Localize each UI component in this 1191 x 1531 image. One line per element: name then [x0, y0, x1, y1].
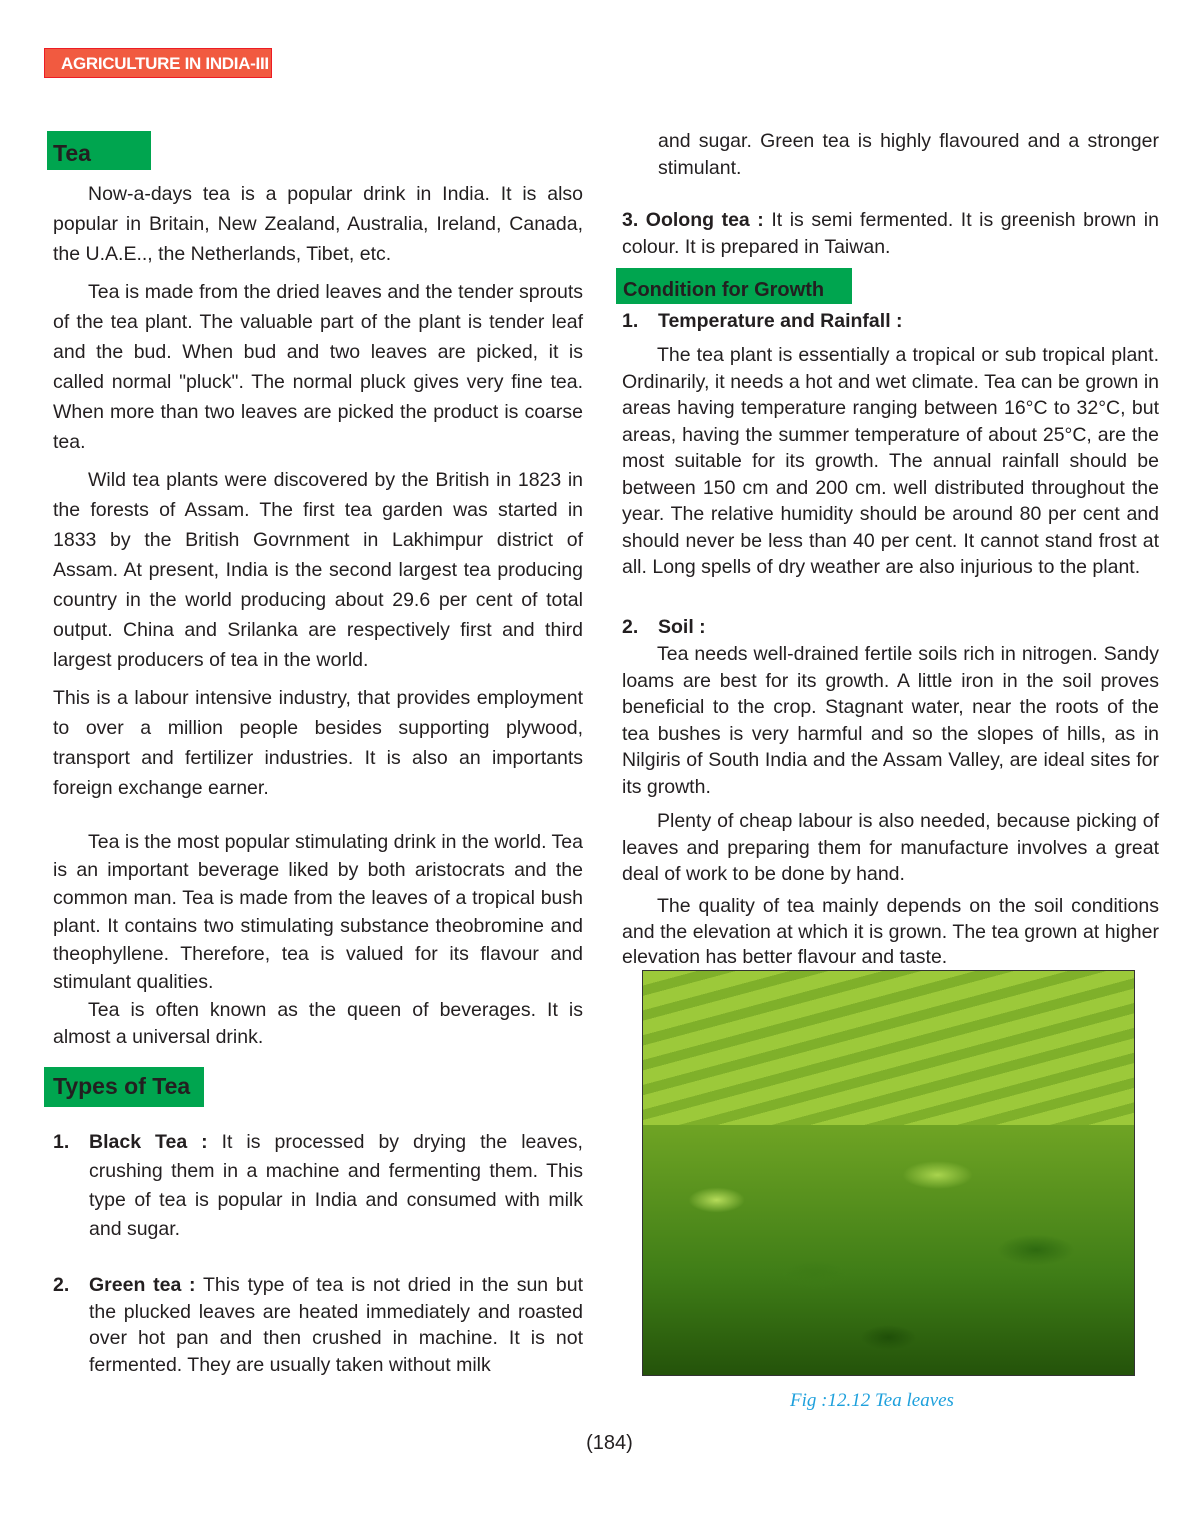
- subheading-temperature: [622, 308, 1159, 335]
- paragraph: and sugar. Green tea is highly flavoured and a stronger stimulant.: [658, 130, 1159, 179]
- paragraph: The tea plant is essentially a tropical or sub tropical plant. Ordinarily, it needs a hot and wet climate. Tea can be grown in areas having temperature ranging between 16°C to 32°C, but areas, having the summer temperature of about 25°C, are the most suitable for its growth. The annual rainfall should be between 150 cm and 200 cm. well distributed throughout the year. The relative humidity should be around 80 per cent and should never be less than 40 per cent. It cannot stand frost at all. Long spells of dry weather are also injurious to the plant.: [622, 344, 1159, 578]
- paragraph: Tea is the most popular stimulating drink in the world. Tea is an important beverage liked by both aristocrats and the common man. Tea is made from the leaves of a tropical bush plant. It contains two stimulating substance theobromine and theophyllene. Therefore, tea is valued for its flavour and stimulant qualities.: [53, 831, 583, 993]
- definition: It is semi fermented. It is greenish brown in colour. It is prepared in Taiwan.: [622, 209, 1159, 258]
- list-item-green-tea: [53, 1272, 583, 1378]
- page-number: (184): [586, 1432, 633, 1454]
- condition-for-growth-heading: Condition for Growth: [616, 268, 852, 304]
- paragraph-oolong: [622, 207, 1159, 260]
- paragraph: Now-a-days tea is a popular drink in India. It is also popular in Britain, New Zealand, Australia, Ireland, Canada, the U.A.E.., the Netherlands, Tibet, etc.: [53, 183, 583, 265]
- figure-caption: Fig :12.12 Tea leaves: [790, 1390, 954, 1411]
- list-item-black-tea: [53, 1128, 583, 1244]
- paragraph: This is a labour intensive industry, that provides employment to over a million people besides supporting plywood, transport and fertilizer industries. It is also an importants foreign exchange earner.: [53, 687, 583, 799]
- paragraph: Tea needs well-drained fertile soils rich in nitrogen. Sandy loams are best for its growth. A little iron in the soil proves beneficial to the crop. Stagnant water, near the roots of the tea bushes is very harmful and so the slopes of hills, as in Nilgiris of South India and the Assam Valley, are ideal sites for its growth.: [622, 643, 1159, 798]
- term: 3. Oolong tea :: [622, 209, 764, 231]
- types-of-tea-heading: Types of Tea: [44, 1067, 204, 1107]
- paragraph: Wild tea plants were discovered by the British in 1823 in the forests of Assam. The first tea garden was started in 1833 by the British Govrnment in Lakhimpur district of Assam. At present, India is the second largest tea producing country in the world producing about 29.6 per cent of total output. China and Srilanka are respectively first and third largest producers of tea in the world.: [53, 469, 583, 671]
- list-number: 1.: [53, 1131, 70, 1153]
- paragraph: Tea is made from the dried leaves and the tender sprouts of the tea plant. The valuable part of the plant is tender leaf and the bud. When bud and two leaves are picked, it is called normal "pluck". The normal pluck gives very fine tea. When more than two leaves are picked the product is coarse tea.: [53, 281, 583, 453]
- tea-heading: Tea: [47, 131, 151, 170]
- tea-leaves-photo: [642, 970, 1135, 1376]
- definition: It is processed by drying the leaves, crushing them in a machine and fermenting them. This type of tea is popular in India and consumed with milk and sugar.: [89, 1131, 583, 1240]
- paragraph: The quality of tea mainly depends on the soil conditions and the elevation at which it is grown. The tea grown at higher elevation has better flavour and taste.: [622, 895, 1159, 968]
- subheading-soil: [622, 614, 1159, 641]
- subheading-title: Soil :: [658, 616, 706, 638]
- term: Black Tea :: [89, 1131, 208, 1153]
- list-number: 2.: [53, 1274, 70, 1296]
- paragraph: Tea is often known as the queen of beverages. It is almost a universal drink.: [53, 999, 583, 1048]
- chapter-label: AGRICULTURE IN INDIA-III: [44, 48, 272, 78]
- term: Green tea :: [89, 1274, 196, 1296]
- definition: This type of tea is not dried in the sun but the plucked leaves are heated immediately and roasted over hot pan and then crushed in machine. It is not fermented. They are usually taken without milk: [89, 1274, 583, 1376]
- subheading-title: Temperature and Rainfall :: [658, 310, 903, 332]
- paragraph: Plenty of cheap labour is also needed, because picking of leaves and preparing them for manufacture involves a great deal of work to be done by hand.: [622, 810, 1159, 885]
- list-number: 2.: [622, 616, 639, 638]
- list-number: 1.: [622, 310, 639, 332]
